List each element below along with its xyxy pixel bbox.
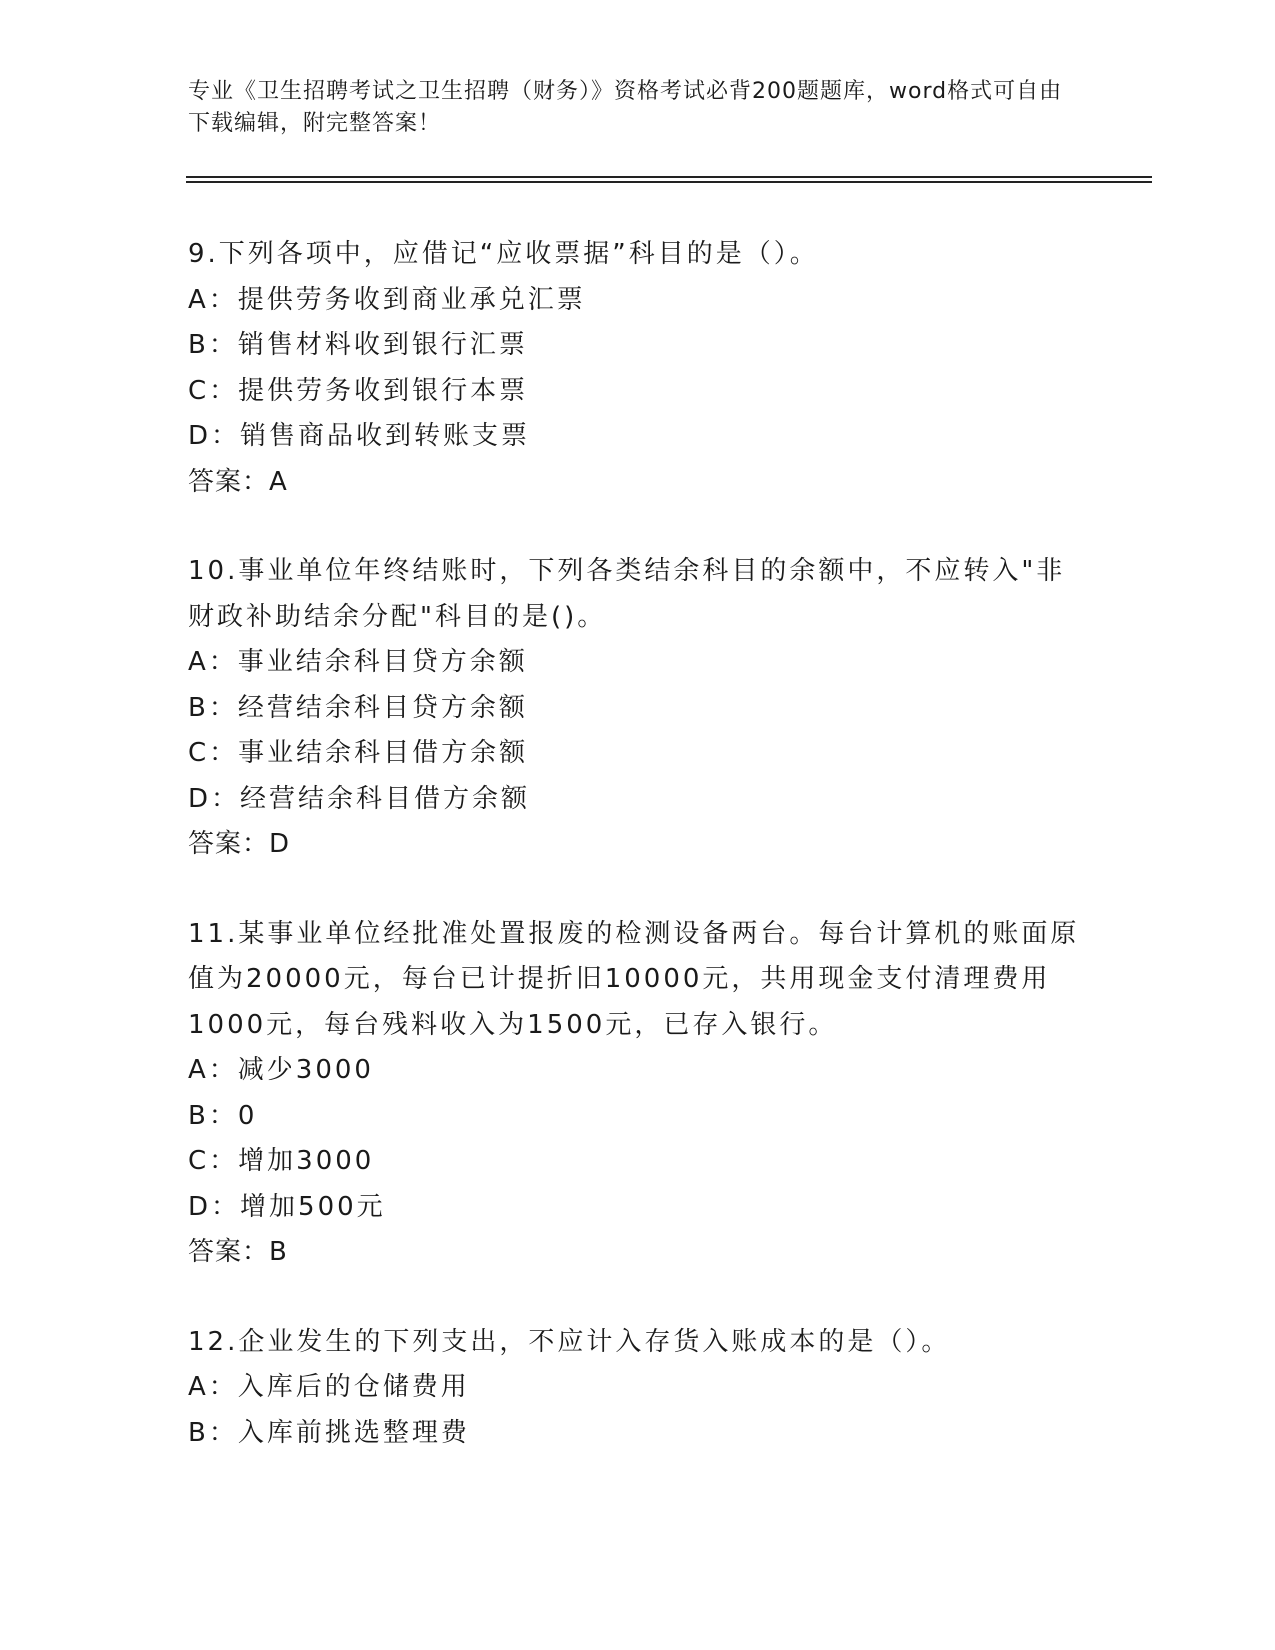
option-a: A：提供劳务收到商业承兑汇票: [188, 284, 586, 315]
answer-line: 答案：A: [188, 466, 288, 497]
question-stem: 12.企业发生的下列支出，不应计入存货入账成本的是（）。: [188, 1326, 951, 1357]
header-divider: [186, 176, 1152, 178]
question-stem: 11.某事业单位经批准处置报废的检测设备两台。每台计算机的账面原值为20000元，每台已计提折旧10000元，共用现金支付清理费用1000元，每台残料收入为1500元，已存入银行。: [188, 918, 1080, 1040]
question-stem: 10.事业单位年终结账时，下列各类结余科目的余额中，不应转入"非财政补助结余分配"科目的是()。: [188, 556, 1066, 632]
option-c: C：增加3000: [188, 1146, 375, 1176]
question-block: [188, 549, 1088, 868]
document-header: 专业《卫生招聘考试之卫生招聘（财务）》资格考试必背200题题库，word格式可自由下载编辑，附完整答案！: [188, 79, 1063, 136]
option-b: B：经营结余科目贷方余额: [188, 692, 528, 723]
option-d: D：销售商品收到转账支票: [188, 421, 531, 451]
question-block: [188, 232, 1088, 505]
question-list: [188, 232, 1088, 1500]
option-c: C：事业结余科目借方余额: [188, 738, 529, 768]
answer-line: 答案：D: [188, 829, 291, 859]
answer-line: 答案：B: [188, 1237, 288, 1267]
option-b: B：销售材料收到银行汇票: [188, 330, 528, 360]
option-d: D：增加500元: [188, 1191, 386, 1222]
option-b: B：入库前挑选整理费: [188, 1417, 470, 1448]
question-stem: 9.下列各项中，应借记“应收票据”科目的是（）。: [188, 239, 819, 269]
option-a: A：减少3000: [188, 1055, 374, 1085]
header-divider-double: [186, 181, 1152, 183]
question-block: [188, 912, 1088, 1276]
option-c: C：提供劳务收到银行本票: [188, 375, 529, 406]
option-a: A：入库后的仓储费用: [188, 1372, 470, 1402]
option-a: A：事业结余科目贷方余额: [188, 647, 528, 677]
option-b: B：0: [188, 1100, 258, 1131]
question-block: [188, 1320, 1088, 1457]
option-d: D：经营结余科目借方余额: [188, 783, 531, 814]
